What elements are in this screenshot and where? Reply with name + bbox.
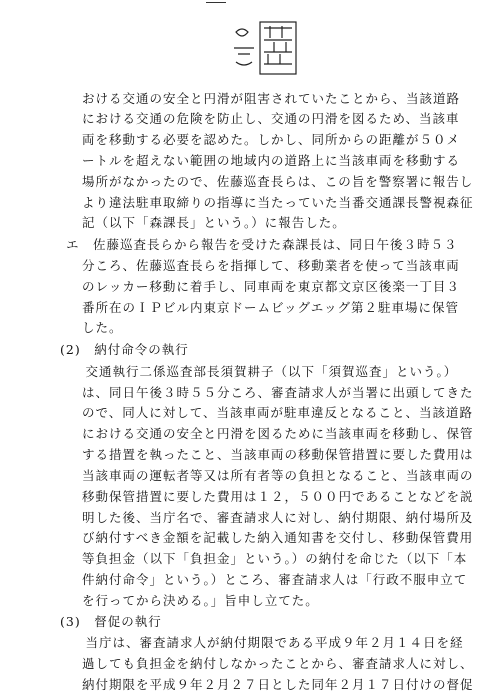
text-line: (2) 納付命令の執行: [60, 342, 189, 357]
text-line: を行ってから決める。」旨申し立てた。: [82, 593, 319, 608]
text-line: 等負担金（以下「負担金」という。）の納付を命じた（以下「本: [82, 551, 468, 566]
text-line: 移動保管措置に要した費用は１２，５００円であることなどを説: [82, 489, 474, 504]
official-seal: [230, 18, 300, 78]
text-line: 明した後、当庁名で、審査請求人に対し、納付期限、納付場所及: [82, 510, 474, 525]
text-line: び納付すべき金額を記載した納入通知書を交付し、移動保管費用: [82, 530, 474, 545]
text-line: 両を移動する必要を認めた。しかし、同所からの距離が５０メ: [82, 132, 461, 147]
text-line: 記（以下「森課長」という。）に報告した。: [82, 215, 346, 230]
text-line: 当庁は、審査請求人が納付期限である平成９年２月１４日を経: [72, 635, 464, 650]
text-line: ので、同人に対して、当該車両が駐車違反となること、当該道路: [82, 405, 474, 420]
text-line: 場所がなかったので、佐藤巡査長らは、この旨を警察署に報告し: [82, 174, 474, 189]
text-line: する措置を執ったこと、当該車両の移動保管措置に要した費用は: [82, 447, 474, 462]
text-line: における交通の安全と円滑を図るために当該車両を移動し、保管: [82, 426, 474, 441]
text-line: 番所在のＩＰビル内東京ドームビッグエッグ第２駐車場に保管: [82, 300, 460, 315]
text-line: 分ころ、佐藤巡査長らを指揮して、移動業者を使って当該車両: [82, 258, 460, 273]
top-mark: [206, 2, 226, 3]
text-line: した。: [82, 320, 123, 335]
text-line: のレッカー移動に着手し、同車両を東京都文京区後楽一丁目３: [82, 279, 460, 294]
text-line: 件納付命令」という。）ところ、審査請求人は「行政不服申立て: [82, 572, 468, 587]
text-line: 当該車両の運転者等又は所有者等の負担となること、当該車両の: [82, 468, 474, 483]
text-line: 納付期限を平成９年２月２７日とした同年２月１７日付けの督促: [82, 677, 474, 692]
text-line: より違法駐車取締りの指導に当たっていた当番交通課長警視森征: [82, 195, 474, 210]
text-line: 交通執行二係巡査部長須賀耕子（以下「須賀巡査」という。）: [72, 364, 458, 379]
text-line: (3) 督促の執行: [60, 614, 162, 629]
text-line: 過しても負担金を納付しなかったことから、審査請求人に対し、: [82, 656, 474, 671]
text-line: エ 佐藤巡査長らから報告を受けた森課長は、同日午後３時５３: [66, 237, 458, 252]
text-line: は、同日午後３時５５分ころ、審査請求人が当署に出頭してきた: [82, 385, 474, 400]
text-line: における交通の危険を防止し、交通の円滑を図るため、当該車: [82, 111, 460, 126]
text-line: ートルを超えない範囲の地域内の道路上に当該車両を移動する: [82, 153, 461, 168]
text-line: おける交通の安全と円滑が阻害されていたことから、当該道路: [82, 91, 461, 106]
